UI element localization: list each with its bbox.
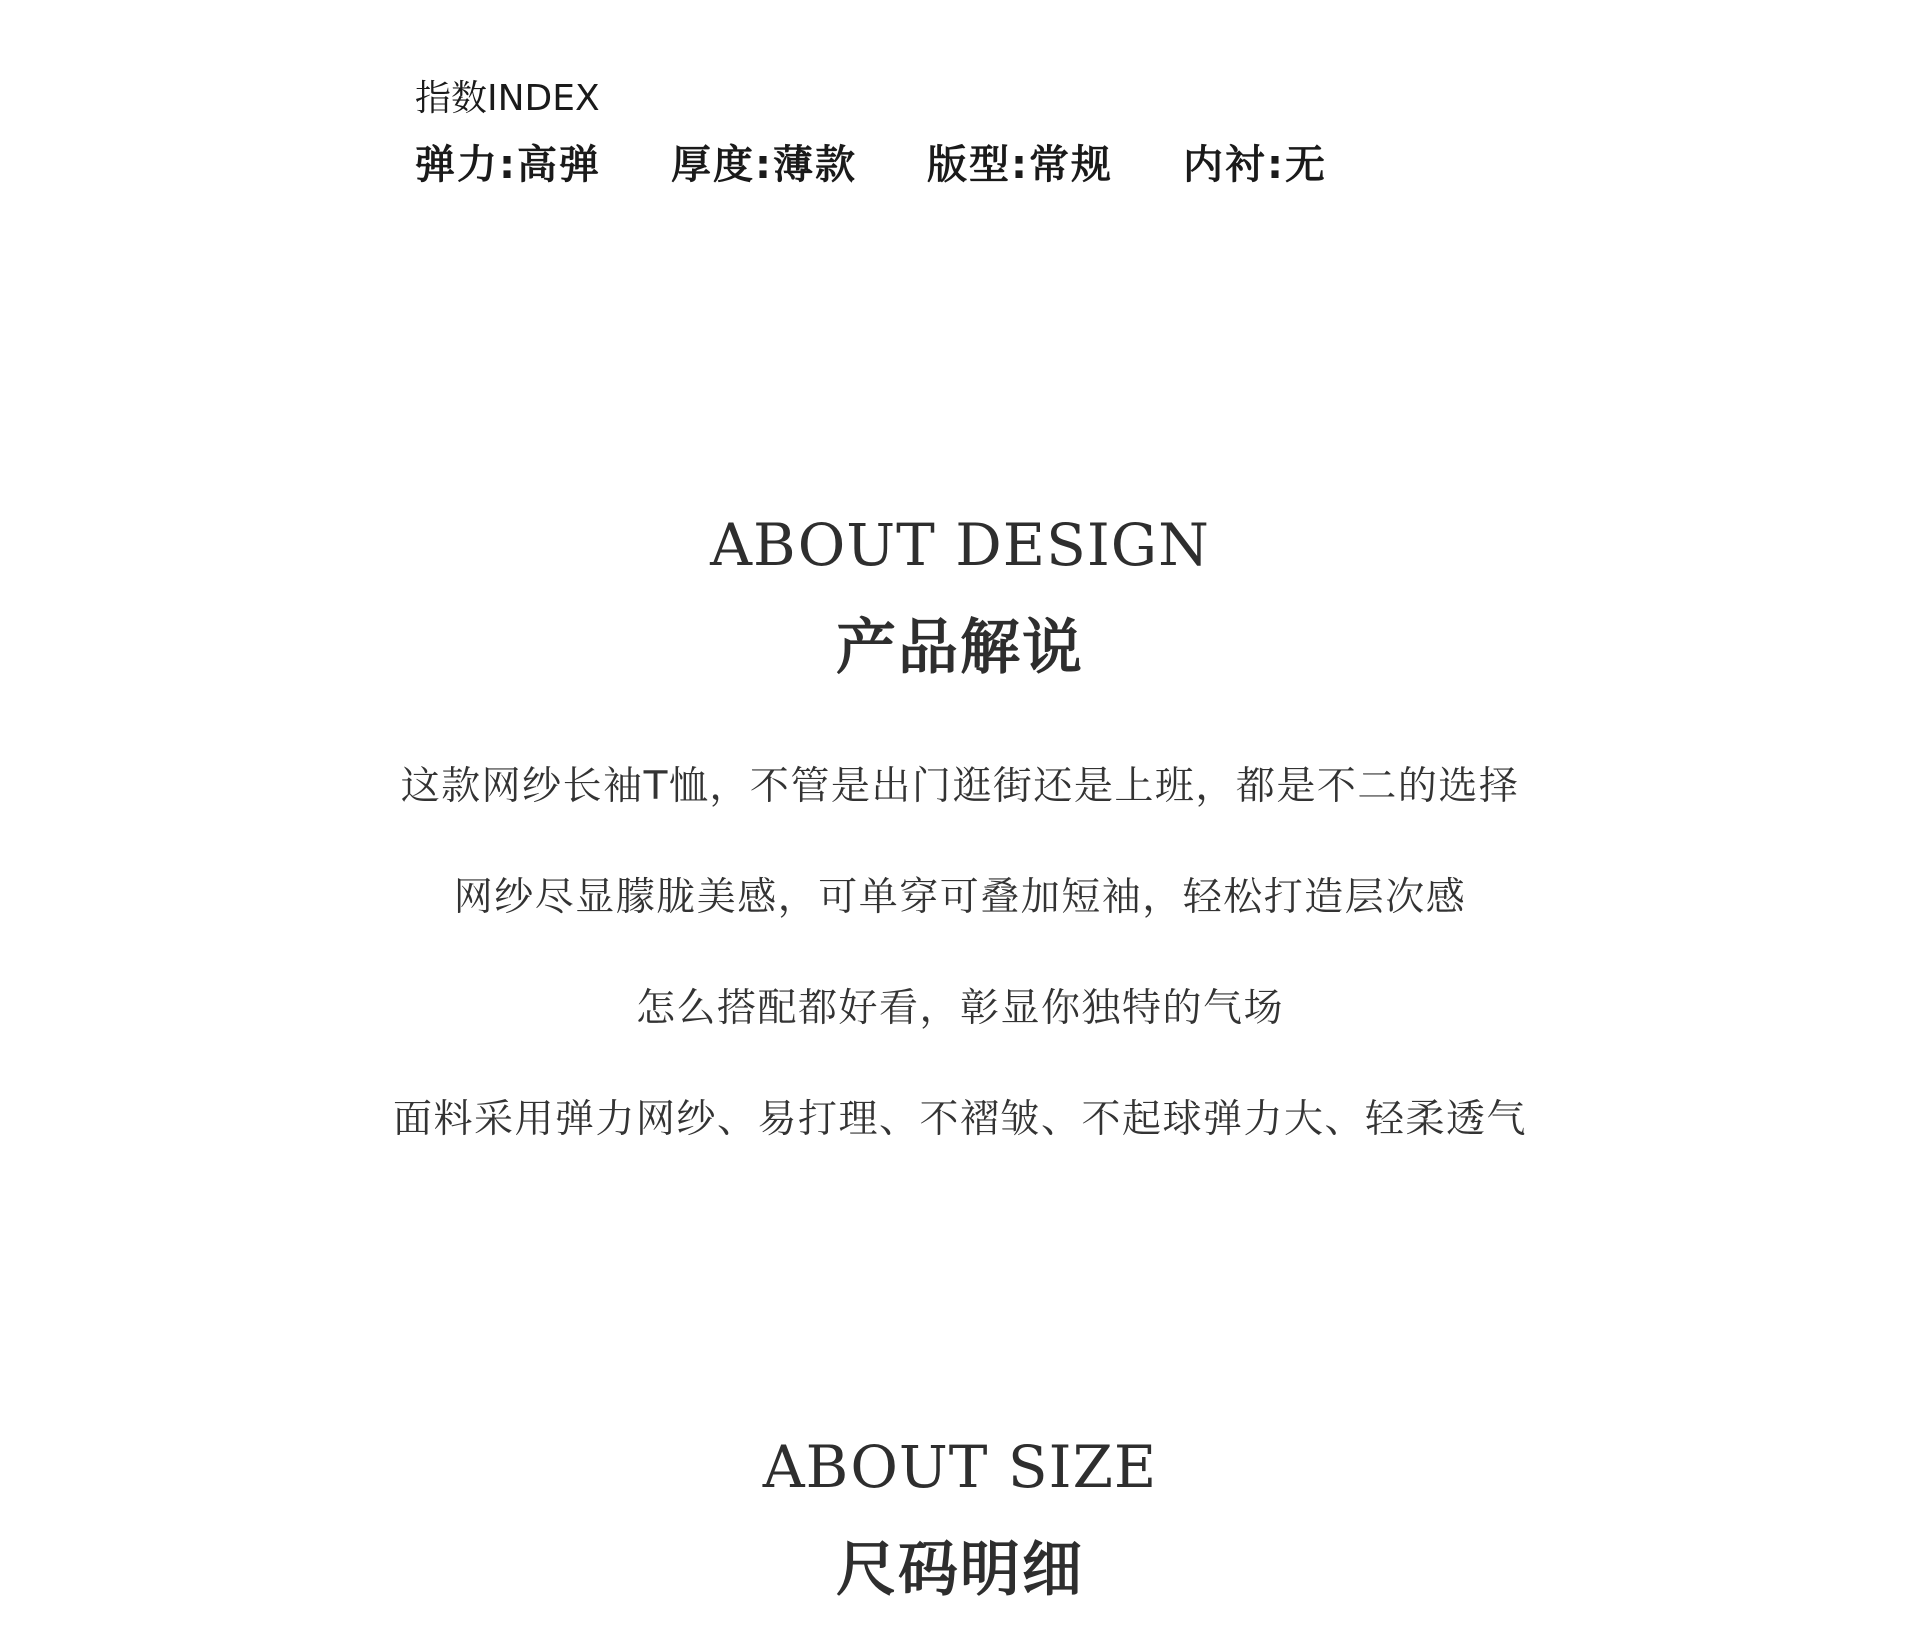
design-line-3: 怎么搭配都好看，彰显你独特的气场 <box>635 986 1284 1031</box>
design-heading-en: ABOUT DESIGN <box>710 511 1210 579</box>
index-section <box>415 74 1565 192</box>
size-heading-en: ABOUT SIZE <box>762 1433 1158 1501</box>
design-heading-cn: 产品解说 <box>836 613 1084 683</box>
design-line-2: 网纱尽显朦胧美感，可单穿可叠加短袖，轻松打造层次感 <box>453 875 1467 920</box>
index-title: 指数INDEX <box>415 78 600 119</box>
index-attributes <box>415 138 1565 192</box>
size-heading-block <box>0 1432 1920 1608</box>
design-heading-block <box>0 510 1920 686</box>
index-item-fit: 版型:常规 <box>927 142 1113 188</box>
design-line-4: 面料采用弹力网纱、易打理、不褶皱、不起球弹力大、轻柔透气 <box>392 1097 1527 1142</box>
design-line-1: 这款网纱长袖T恤，不管是出门逛街还是上班，都是不二的选择 <box>400 764 1520 809</box>
index-item-elasticity: 弹力:高弹 <box>415 142 601 188</box>
index-item-lining: 内衬:无 <box>1183 142 1327 188</box>
design-description <box>0 760 1920 1204</box>
index-item-thickness: 厚度:薄款 <box>671 142 857 188</box>
size-heading-cn: 尺码明细 <box>836 1535 1084 1605</box>
